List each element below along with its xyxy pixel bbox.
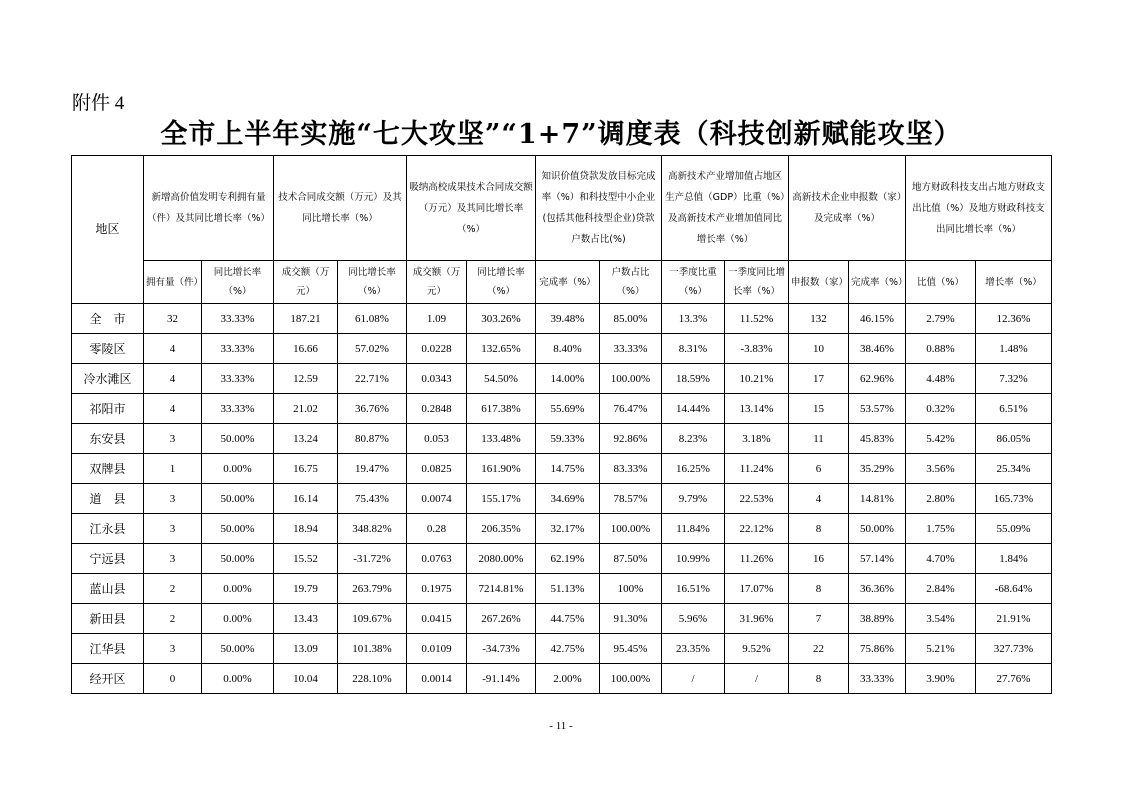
value-cell: 133.48% [467,424,536,454]
table-row [72,604,1052,634]
group-header-fiscal-spending: 地方财政科技支出占地方财政支出比值（%）及地方财政科技支出同比增长率（%） [906,156,1052,261]
value-cell: 0.053 [407,424,467,454]
value-cell: -91.14% [467,664,536,694]
value-cell: 18.59% [662,364,725,394]
value-cell: 95.45% [600,634,662,664]
value-cell: 2 [144,604,202,634]
value-cell: 8.40% [536,334,600,364]
value-cell: 11.26% [725,544,789,574]
value-cell: 155.17% [467,484,536,514]
value-cell: 50.00% [202,484,274,514]
value-cell: 0.0074 [407,484,467,514]
value-cell: 327.73% [976,634,1052,664]
value-cell: 35.29% [849,454,906,484]
value-cell: 57.02% [338,334,407,364]
value-cell: 7214.81% [467,574,536,604]
value-cell: 4 [789,484,849,514]
table-row [72,364,1052,394]
subheader: 一季度比重（%） [662,261,725,304]
region-cell: 蓝山县 [72,574,144,604]
value-cell: 16.14 [274,484,338,514]
value-cell: 50.00% [849,514,906,544]
group-header-knowledge-loans: 知识价值贷款发放目标完成率（%）和科技型中小企业(包括其他科技型企业)贷款户数占比(%) [536,156,662,261]
value-cell: 42.75% [536,634,600,664]
subheader: 户数占比（%） [600,261,662,304]
value-cell: 10 [789,334,849,364]
document-title: 全市上半年实施“七大攻坚”“1+7”调度表（科技创新赋能攻坚） [160,119,962,150]
value-cell: 55.69% [536,394,600,424]
value-cell: 61.08% [338,304,407,334]
value-cell: 32.17% [536,514,600,544]
value-cell: 8.31% [662,334,725,364]
value-cell: 83.33% [600,454,662,484]
value-cell: 91.30% [600,604,662,634]
value-cell: 0.28 [407,514,467,544]
value-cell: 16.51% [662,574,725,604]
value-cell: 46.15% [849,304,906,334]
value-cell: 22 [789,634,849,664]
value-cell: 0.0415 [407,604,467,634]
region-cell: 经开区 [72,664,144,694]
value-cell: 33.33% [202,334,274,364]
value-cell: 3.56% [906,454,976,484]
value-cell: 38.89% [849,604,906,634]
value-cell: 17.07% [725,574,789,604]
value-cell: 1.84% [976,544,1052,574]
value-cell: 54.50% [467,364,536,394]
table-row [72,664,1052,694]
region-cell: 新田县 [72,604,144,634]
value-cell: 3 [144,544,202,574]
value-cell: 22.71% [338,364,407,394]
group-header-tech-contracts: 技术合同成交额（万元）及其同比增长率（%） [274,156,407,261]
value-cell: 13.3% [662,304,725,334]
value-cell: 0.00% [202,604,274,634]
subheader: 拥有量（件） [144,261,202,304]
region-cell: 东安县 [72,424,144,454]
region-cell: 宁远县 [72,544,144,574]
value-cell: -34.73% [467,634,536,664]
value-cell: 206.35% [467,514,536,544]
value-cell: 100.00% [600,364,662,394]
value-cell: 1.09 [407,304,467,334]
value-cell: 0.0109 [407,634,467,664]
value-cell: 62.96% [849,364,906,394]
value-cell: 165.73% [976,484,1052,514]
value-cell: / [662,664,725,694]
value-cell: 6.51% [976,394,1052,424]
dispatch-table [71,155,1052,694]
value-cell: 4 [144,334,202,364]
value-cell: 8 [789,664,849,694]
value-cell: 16.25% [662,454,725,484]
value-cell: 21.91% [976,604,1052,634]
subheader: 成交额（万元） [274,261,338,304]
value-cell: 92.86% [600,424,662,454]
value-cell: 4.70% [906,544,976,574]
group-header-patents: 新增高价值发明专利拥有量（件）及其同比增长率（%） [144,156,274,261]
value-cell: 1.75% [906,514,976,544]
value-cell: 19.47% [338,454,407,484]
value-cell: -68.64% [976,574,1052,604]
value-cell: 4.48% [906,364,976,394]
value-cell: 7.32% [976,364,1052,394]
value-cell: 5.96% [662,604,725,634]
value-cell: 8.23% [662,424,725,454]
value-cell: 11 [789,424,849,454]
value-cell: 36.76% [338,394,407,424]
value-cell: 0.88% [906,334,976,364]
table-row [72,334,1052,364]
value-cell: 14.00% [536,364,600,394]
region-cell: 祁阳市 [72,394,144,424]
value-cell: 5.21% [906,634,976,664]
value-cell: 11.52% [725,304,789,334]
value-cell: 12.59 [274,364,338,394]
value-cell: 75.43% [338,484,407,514]
value-cell: -3.83% [725,334,789,364]
value-cell: 15.52 [274,544,338,574]
table-row [72,544,1052,574]
value-cell: 5.42% [906,424,976,454]
value-cell: 0.00% [202,664,274,694]
value-cell: 33.33% [202,394,274,424]
value-cell: 2080.00% [467,544,536,574]
group-header-hitech-industry: 高新技术产业增加值占地区生产总值（GDP）比重（%）及高新技术产业增加值同比增长率（%） [662,156,789,261]
value-cell: 57.14% [849,544,906,574]
value-cell: 2.00% [536,664,600,694]
value-cell: 76.47% [600,394,662,424]
value-cell: 12.36% [976,304,1052,334]
region-cell: 冷水滩区 [72,364,144,394]
value-cell: 109.67% [338,604,407,634]
value-cell: 59.33% [536,424,600,454]
value-cell: 132.65% [467,334,536,364]
table-row [72,514,1052,544]
table-row [72,484,1052,514]
subheader: 增长率（%） [976,261,1052,304]
value-cell: 38.46% [849,334,906,364]
subheader: 比值（%） [906,261,976,304]
value-cell: 3 [144,634,202,664]
value-cell: 50.00% [202,424,274,454]
table-row [72,634,1052,664]
value-cell: 187.21 [274,304,338,334]
value-cell: 75.86% [849,634,906,664]
value-cell: 32 [144,304,202,334]
value-cell: 617.38% [467,394,536,424]
value-cell: 1 [144,454,202,484]
value-cell: 0.0343 [407,364,467,394]
value-cell: 0.32% [906,394,976,424]
subheader: 完成率（%） [849,261,906,304]
value-cell: 348.82% [338,514,407,544]
value-cell: 33.33% [600,334,662,364]
subheader: 申报数（家） [789,261,849,304]
value-cell: 161.90% [467,454,536,484]
value-cell: 1.48% [976,334,1052,364]
subheader: 完成率（%） [536,261,600,304]
group-header-hitech-enterprises: 高新技术企业申报数（家）及完成率（%） [789,156,906,261]
group-header-row [72,156,1052,261]
value-cell: 51.13% [536,574,600,604]
value-cell: 16.66 [274,334,338,364]
table-body [72,304,1052,694]
value-cell: 13.14% [725,394,789,424]
value-cell: 0.2848 [407,394,467,424]
subheader: 一季度同比增长率（%） [725,261,789,304]
value-cell: 132 [789,304,849,334]
value-cell: 6 [789,454,849,484]
value-cell: 62.19% [536,544,600,574]
value-cell: 10.21% [725,364,789,394]
region-header: 地区 [72,156,144,304]
subheader: 同比增长率（%） [202,261,274,304]
value-cell: 100% [600,574,662,604]
value-cell: 13.24 [274,424,338,454]
value-cell: 2.79% [906,304,976,334]
value-cell: / [725,664,789,694]
value-cell: 50.00% [202,514,274,544]
region-cell: 零陵区 [72,334,144,364]
value-cell: 15 [789,394,849,424]
value-cell: 10.04 [274,664,338,694]
value-cell: 78.57% [600,484,662,514]
table-row [72,424,1052,454]
value-cell: 4 [144,364,202,394]
value-cell: 9.52% [725,634,789,664]
region-cell: 江华县 [72,634,144,664]
value-cell: 16.75 [274,454,338,484]
value-cell: 3.54% [906,604,976,634]
value-cell: 13.43 [274,604,338,634]
value-cell: 21.02 [274,394,338,424]
value-cell: 50.00% [202,634,274,664]
value-cell: 25.34% [976,454,1052,484]
value-cell: 0.0014 [407,664,467,694]
value-cell: 3 [144,514,202,544]
value-cell: 3 [144,484,202,514]
page-number: - 11 - [549,720,573,732]
value-cell: 2 [144,574,202,604]
value-cell: 18.94 [274,514,338,544]
value-cell: 39.48% [536,304,600,334]
value-cell: 11.84% [662,514,725,544]
value-cell: 0.00% [202,574,274,604]
value-cell: 10.99% [662,544,725,574]
table-row [72,394,1052,424]
value-cell: 101.38% [338,634,407,664]
value-cell: 85.00% [600,304,662,334]
value-cell: 14.75% [536,454,600,484]
value-cell: 31.96% [725,604,789,634]
table-row [72,574,1052,604]
sub-header-row [72,261,1052,304]
value-cell: 44.75% [536,604,600,634]
region-cell: 道 县 [72,484,144,514]
value-cell: 87.50% [600,544,662,574]
value-cell: 267.26% [467,604,536,634]
value-cell: 0.0228 [407,334,467,364]
region-cell: 双牌县 [72,454,144,484]
value-cell: 2.84% [906,574,976,604]
subheader: 同比增长率（%） [338,261,407,304]
subheader: 成交额（万元） [407,261,467,304]
value-cell: 80.87% [338,424,407,454]
value-cell: 100.00% [600,514,662,544]
value-cell: 50.00% [202,544,274,574]
value-cell: 0.1975 [407,574,467,604]
region-cell: 江永县 [72,514,144,544]
value-cell: 3.18% [725,424,789,454]
value-cell: 0 [144,664,202,694]
value-cell: 14.81% [849,484,906,514]
value-cell: -31.72% [338,544,407,574]
value-cell: 11.24% [725,454,789,484]
value-cell: 86.05% [976,424,1052,454]
attachment-label: 附件 4 [72,93,125,114]
value-cell: 53.57% [849,394,906,424]
value-cell: 8 [789,574,849,604]
value-cell: 0.0763 [407,544,467,574]
value-cell: 7 [789,604,849,634]
value-cell: 23.35% [662,634,725,664]
value-cell: 22.53% [725,484,789,514]
value-cell: 22.12% [725,514,789,544]
value-cell: 3 [144,424,202,454]
value-cell: 263.79% [338,574,407,604]
value-cell: 303.26% [467,304,536,334]
value-cell: 228.10% [338,664,407,694]
value-cell: 33.33% [849,664,906,694]
subheader: 同比增长率（%） [467,261,536,304]
value-cell: 2.80% [906,484,976,514]
value-cell: 17 [789,364,849,394]
value-cell: 27.76% [976,664,1052,694]
value-cell: 3.90% [906,664,976,694]
value-cell: 4 [144,394,202,424]
value-cell: 55.09% [976,514,1052,544]
value-cell: 33.33% [202,364,274,394]
value-cell: 33.33% [202,304,274,334]
value-cell: 100.00% [600,664,662,694]
value-cell: 36.36% [849,574,906,604]
value-cell: 16 [789,544,849,574]
value-cell: 9.79% [662,484,725,514]
value-cell: 8 [789,514,849,544]
value-cell: 45.83% [849,424,906,454]
value-cell: 0.00% [202,454,274,484]
value-cell: 19.79 [274,574,338,604]
value-cell: 14.44% [662,394,725,424]
group-header-university-contracts: 吸纳高校成果技术合同成交额（万元）及其同比增长率（%） [407,156,536,261]
table-row [72,304,1052,334]
value-cell: 0.0825 [407,454,467,484]
value-cell: 34.69% [536,484,600,514]
region-cell: 全 市 [72,304,144,334]
table-row [72,454,1052,484]
value-cell: 13.09 [274,634,338,664]
